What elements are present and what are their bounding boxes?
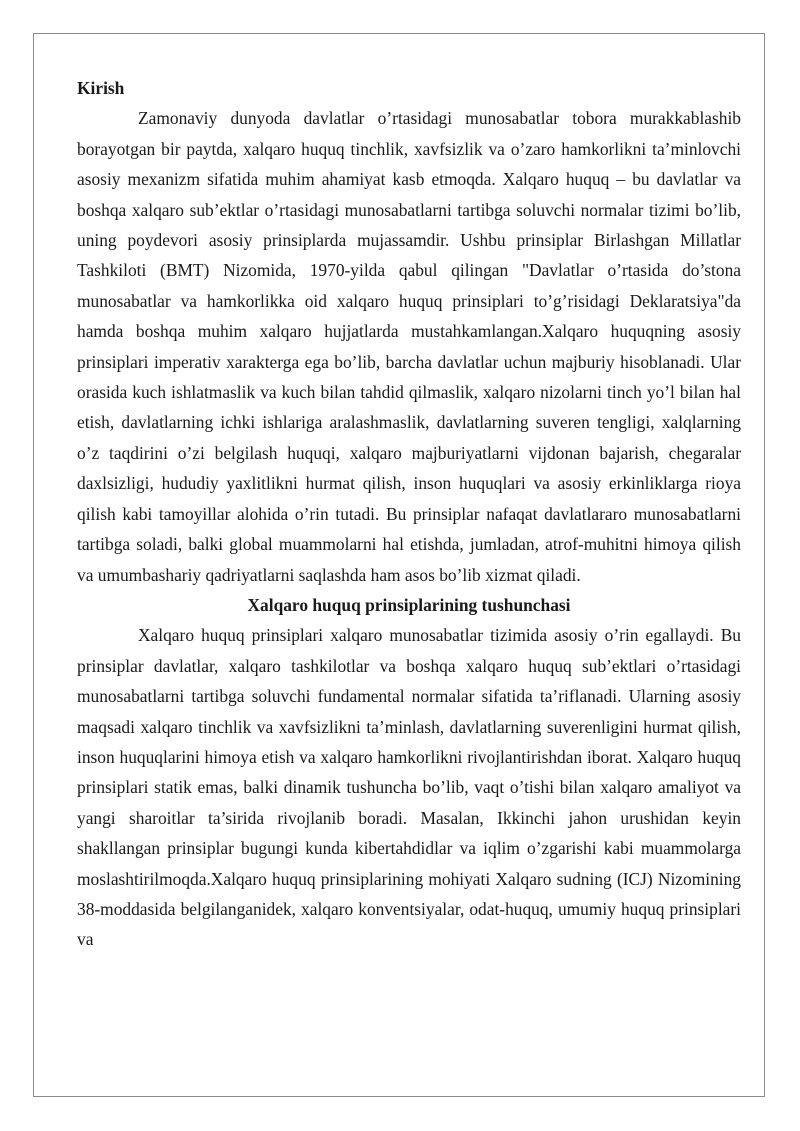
- document-body: [77, 73, 741, 955]
- intro-paragraph: Zamonaviy dunyoda davlatlar o’rtasidagi munosabatlar tobora murakkablashib borayotgan bir paytda, xalqaro huquq tinchlik, xavfsizlik va o’zaro hamkorlikni ta’minlovchi asosiy mexanizm sifatida muhim ahamiyat kasb etmoqda. Xalqaro huquq – bu davlatlar va boshqa xalqaro sub’ektlar o’rtasidagi munosabatlarni tartibga soluvchi normalar tizimi bo’lib, uning poydevori asosiy prinsiplarda mujassamdir. Ushbu prinsiplar Birlashgan Millatlar Tashkiloti (BMT) Nizomida, 1970-yilda qabul qilingan "Davlatlar o’rtasida do’stona munosabatlar va hamkorlikka oid xalqaro huquq prinsiplari to’g’risidagi Deklaratsiya"da hamda boshqa muhim xalqaro hujjatlarda mustahkamlangan.Xalqaro huquqning asosiy prinsiplari imperativ xarakterga ega bo’lib, barcha davlatlar uchun majburiy hisoblanadi. Ular orasida kuch ishlatmaslik va kuch bilan tahdid qilmaslik, xalqaro nizolarni tinch yo’l bilan hal etish, davlatlarning ichki ishlariga aralashmaslik, davlatlarning suveren tengligi, xalqlarning o’z taqdirini o’zi belgilash huquqi, xalqaro majburiyatlarni vijdonan bajarish, chegaralar daxlsizligi, hududiy yaxlitlikni hurmat qilish, inson huquqlari va asosiy erkinliklarga rioya qilish kabi tamoyillar alohida o’rin tutadi. Bu prinsiplar nafaqat davlatlararo munosabatlarni tartibga soladi, balki global muammolarni hal etishda, jumladan, atrof-muhitni himoya qilish va umumbashariy qadriyatlarni saqlashda ham asos bo’lib xizmat qiladi.: [77, 108, 741, 585]
- intro-heading: Kirish: [77, 78, 125, 98]
- section-paragraph: Xalqaro huquq prinsiplari xalqaro munosabatlar tizimida asosiy o’rin egallaydi. Bu prinsiplar davlatlar, xalqaro tashkilotlar va boshqa xalqaro huquq sub’ektlari o’rtasidagi munosabatlarni tartibga soluvchi fundamental normalar sifatida ta’riflanadi. Ularning asosiy maqsadi xalqaro tinchlik va xavfsizlikni ta’minlash, davlatlarning suverenligini hurmat qilish, inson huquqlarini himoya etish va xalqaro hamkorlikni rivojlantirishdan iborat. Xalqaro huquq prinsiplari statik emas, balki dinamik tushuncha bo’lib, vaqt o’tishi bilan xalqaro amaliyot va yangi sharoitlar ta’sirida rivojlanib boradi. Masalan, Ikkinchi jahon urushidan keyin shakllangan prinsiplar bugungi kunda kibertahdidlar va iqlim o’zgarishi kabi muammolarga moslashtirilmoqda.Xalqaro huquq prinsiplarining mohiyati Xalqaro sudning (ICJ) Nizomining 38-moddasida belgilanganidek, xalqaro konventsiyalar, odat-huquq, umumiy huquq prinsiplari va: [77, 625, 741, 950]
- section-heading: Xalqaro huquq prinsiplarining tushunchasi: [247, 594, 571, 615]
